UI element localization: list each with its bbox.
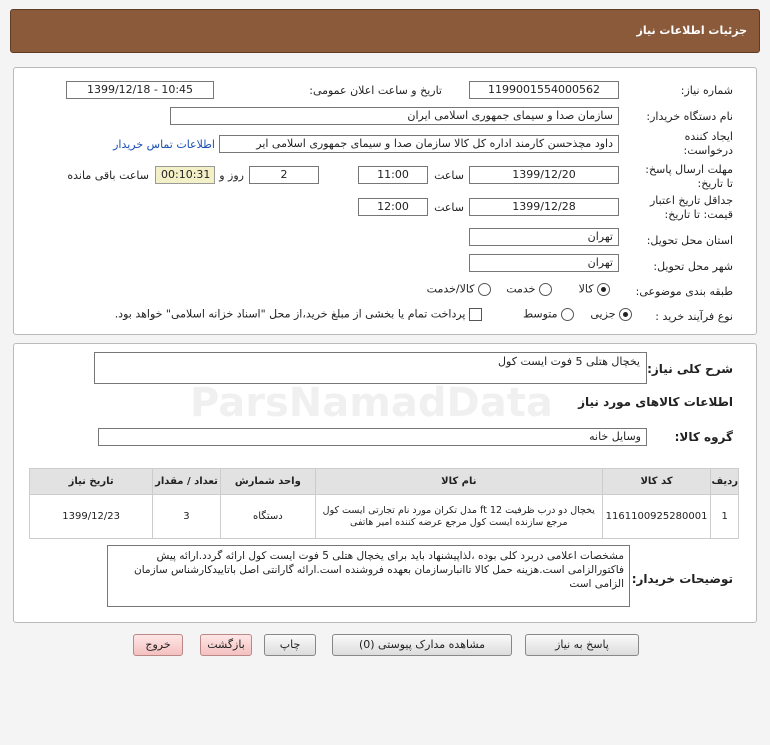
- remaining-label: ساعت باقی مانده: [67, 169, 149, 182]
- reply-button[interactable]: پاسخ به نیاز: [525, 634, 639, 656]
- cell-name: یخچال دو درب ظرفیت 12 ft مدل تکران مورد نام تجارتی ایست کول مرجع سازنده ایست کول مرجع عرضه کننده امیر هاتفی: [315, 495, 602, 539]
- buyer-notes-field: [107, 545, 630, 607]
- city-label: شهر محل تحویل:: [653, 260, 733, 273]
- treasury-payment-checkbox[interactable]: پرداخت تمام یا بخشی از مبلغ خرید،از محل "اسناد خزانه اسلامی" خواهد بود.: [115, 307, 482, 321]
- page-header: [10, 9, 760, 53]
- buyer-notes-label: توضیحات خریدار:: [631, 572, 733, 586]
- goods-group-label: گروه کالا:: [674, 430, 733, 444]
- buyer-notes-text: مشخصات اعلامی دربرد کلی بوده ،لذاپیشنهاد باید برای یخچال هتلی 5 فوت ایست کول ارائه گردد.ارائه پیش فاکتورالزامی است.هزینه حمل کالا تاانبارسازمان بعهده فروشنده است.ارائه گارانتی اصل باتاییدکارشناس سازمان الزامی است: [134, 550, 624, 590]
- deadline-time-label: ساعت: [434, 169, 464, 182]
- radio-checked-icon: [619, 308, 632, 321]
- process-label: نوع فرآیند خرید :: [655, 310, 733, 323]
- buyer-org-field: سازمان صدا و سیمای جمهوری اسلامی ایران: [170, 107, 619, 125]
- creator-field: داود مچذحسن کارمند اداره کل کالا سازمان صدا و سیمای جمهوری اسلامی ایر: [219, 135, 619, 153]
- radio-checked-icon: [597, 283, 610, 296]
- description-field: [94, 352, 647, 384]
- validity-time-field: 12:00: [358, 198, 428, 216]
- col-date: تاریخ نیاز: [30, 469, 153, 495]
- need-number-label: شماره نیاز:: [680, 84, 733, 97]
- deadline-time-field: 11:00: [358, 166, 428, 184]
- col-row: ردیف: [711, 469, 739, 495]
- category-option-goods-service[interactable]: کالا/خدمت: [427, 282, 491, 296]
- remaining-timer: 00:10:31: [155, 166, 215, 184]
- table-header-row: [30, 469, 739, 495]
- cell-date: 1399/12/23: [30, 495, 153, 539]
- page-title: جزئیات اطلاعات نیاز: [636, 24, 747, 37]
- back-button[interactable]: بازگشت: [200, 634, 252, 656]
- checkbox-icon: [469, 308, 482, 321]
- radio-unchecked-icon: [539, 283, 552, 296]
- category-option-service[interactable]: خدمت: [506, 282, 552, 296]
- days-label: روز و: [219, 169, 244, 182]
- deadline-date-field: 1399/12/20: [469, 166, 619, 184]
- announce-label: تاریخ و ساعت اعلان عمومی:: [309, 84, 442, 97]
- creator-label-2: درخواست:: [683, 144, 733, 157]
- description-label: شرح کلی نیاز:: [647, 362, 733, 376]
- radio-unchecked-icon: [478, 283, 491, 296]
- print-button[interactable]: چاپ: [264, 634, 316, 656]
- attachments-button[interactable]: مشاهده مدارک پیوستی (0): [332, 634, 512, 656]
- process-option-medium[interactable]: متوسط: [523, 307, 574, 321]
- deadline-label-2: تا تاریخ:: [697, 177, 733, 190]
- items-table: [29, 468, 739, 539]
- table-row[interactable]: [30, 495, 739, 539]
- items-table-wrapper: [29, 468, 739, 539]
- city-field: تهران: [469, 254, 619, 272]
- col-unit: واحد شمارش: [220, 469, 315, 495]
- description-text: یخچال هتلی 5 فوت ایست کول: [498, 355, 640, 368]
- validity-label-1: جداقل تاریخ اعتبار: [649, 194, 733, 207]
- exit-button[interactable]: خروج: [133, 634, 183, 656]
- buyer-org-label: نام دستگاه خریدار:: [646, 110, 733, 123]
- col-qty: تعداد / مقدار: [153, 469, 220, 495]
- category-option-goods[interactable]: کالا: [579, 282, 610, 296]
- radio-unchecked-icon: [561, 308, 574, 321]
- process-option-minor[interactable]: جزیی: [590, 307, 632, 321]
- cell-code: 1161100925280001: [602, 495, 711, 539]
- validity-time-label: ساعت: [434, 201, 464, 214]
- goods-group-field: وسایل خانه: [98, 428, 647, 446]
- category-label: طبقه بندی موضوعی:: [635, 285, 733, 298]
- col-code: کد کالا: [602, 469, 711, 495]
- province-field: تهران: [469, 228, 619, 246]
- need-number-field: 1199001554000562: [469, 81, 619, 99]
- cell-unit: دستگاه: [220, 495, 315, 539]
- cell-qty: 3: [153, 495, 220, 539]
- items-section-title: اطلاعات کالاهای مورد نیاز: [578, 395, 733, 409]
- contact-buyer-link[interactable]: اطلاعات تماس خریدار: [113, 138, 215, 151]
- validity-label-2: قیمت: تا تاریخ:: [664, 208, 733, 221]
- cell-row: 1: [711, 495, 739, 539]
- validity-date-field: 1399/12/28: [469, 198, 619, 216]
- deadline-label-1: مهلت ارسال پاسخ:: [645, 163, 733, 176]
- days-field: 2: [249, 166, 319, 184]
- announce-field: 1399/12/18 - 10:45: [66, 81, 214, 99]
- creator-label-1: ایجاد کننده: [684, 130, 733, 143]
- province-label: استان محل تحویل:: [646, 234, 733, 247]
- col-name: نام کالا: [315, 469, 602, 495]
